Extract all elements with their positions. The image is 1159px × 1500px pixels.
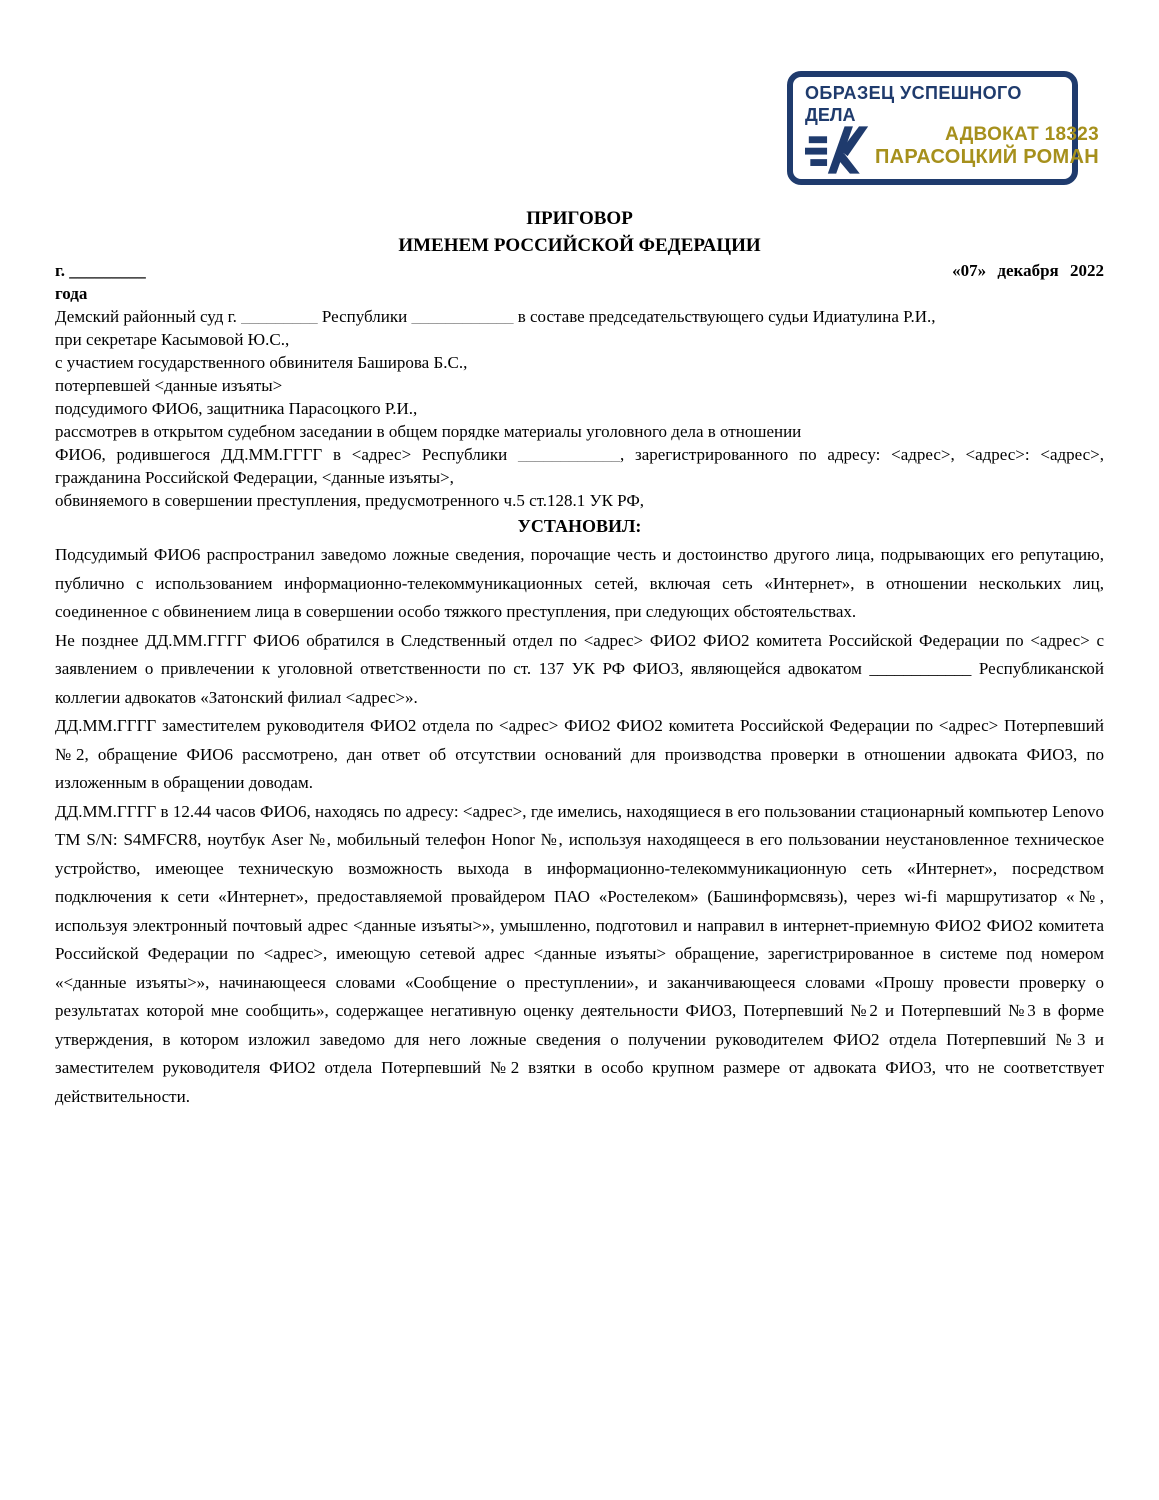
accused-details-para [55,443,1104,489]
established-heading [55,512,1104,541]
stamp-title-line2: ДЕЛА [805,105,856,125]
defendant-line [55,397,1104,420]
city-date-row [55,259,1104,282]
stamp-bottom-row [805,105,1099,176]
text-run: ФИО6, родившегося ДД.ММ.ГГГГ в <адрес> Республики [55,445,518,464]
stamp-advocate-name: ПАРАСОЦКИЙ РОМАН [875,145,1099,168]
complaint-para [55,627,1104,713]
verdict-subtitle [55,232,1104,259]
text-run: , зарегистрированного по адресу: <адрес>, <адрес>: <адрес>, гражданина Российской Федерации, <данные изъяты>, [55,445,1104,487]
text-run: УСТАНОВИЛ: [517,516,642,536]
double-k-monogram-icon [805,124,875,176]
city-blank: г. _________ [55,261,146,280]
text-run: года [55,284,88,303]
text-run: Не позднее ДД.ММ.ГГГГ ФИО6 обратился в Следственный отдел по <адрес> ФИО2 ФИО2 комитета Российской Федерации по <адрес> с заявлением о привлечении к уголовной ответственности по ст. 137 УК РФ ФИО3, являющейся адвокатом [55,630,1104,678]
text-run: ДД.ММ.ГГГГ заместителем руководителя ФИО2 отдела по <адрес> ФИО2 ФИО2 комитета Российской Федерации по <адрес> Потерпевший №2, обращение ФИО6 рассмотрено, дан ответ об отсутствии оснований для производства проверки в отношении адвоката ФИО3, по изложенным в обращении доводам. [55,716,1104,792]
text-run: рассмотрев в открытом судебном заседании в общем порядке материалы уголовного дела в отношении [55,422,802,441]
prosecutor-line [55,351,1104,374]
year-line [55,282,1104,305]
text-run: Республиканской коллегии адвокатов «Затонский филиал <адрес>». [55,659,1105,707]
text-run: потерпевшей <данные изъяты> [55,376,283,395]
text-run: Демский районный суд г. [55,307,242,326]
stamp-title-line1: ОБРАЗЕЦ УСПЕШНОГО [805,83,1022,103]
stamp-left-column [805,105,875,176]
document-body [55,205,1104,1111]
stamp-advocate-block [875,124,1099,168]
charge-line [55,489,1104,512]
text-run: Подсудимый ФИО6 распространил заведомо ложные сведения, порочащие честь и достоинство другого лица, подрывающих его репутацию, публично с использованием информационно-телекоммуникационных сетей, включая сеть «Интернет», в отношении нескольких лиц, соединенное с обвинением лица в совершении особо тяжкого преступления, при следующих обстоятельствах. [55,545,1104,621]
text-run: обвиняемого в совершении преступления, предусмотренного ч.5 ст.128.1 УК РФ, [55,491,645,510]
text-run: подсудимого ФИО6, защитника Парасоцкого Р.И., [55,399,418,418]
hearing-line [55,420,1104,443]
offense-details-para [55,798,1104,1112]
text-run: ____________ [411,307,514,326]
text-run: _________ [241,307,318,326]
text-run: ИМЕНЕМ РОССИЙСКОЙ ФЕДЕРАЦИИ [398,235,761,256]
text-run: с участием государственного обвинителя Баширова Б.С., [55,353,468,372]
success-case-stamp [787,71,1099,185]
offense-summary-para [55,541,1104,627]
response-para [55,712,1104,798]
victim-line [55,374,1104,397]
text-run: при секретаре Касымовой Ю.С., [55,330,290,349]
text-run: Республики [317,307,412,326]
text-run: ____________ [869,659,972,678]
court-intro-line [55,305,1104,328]
text-run: ПРИГОВОР [526,208,633,229]
text-run: в составе председательствующего судьи Идиатулина Р.И., [513,307,936,326]
stamp-advocate-number: АДВОКАТ 18323 [944,124,1099,146]
verdict-title [55,205,1104,232]
secretary-line [55,328,1104,351]
verdict-date: «07» декабря 2022 [952,261,1104,280]
text-run: ДД.ММ.ГГГГ в 12.44 часов ФИО6, находясь по адресу: <адрес>, где имелись, находящиеся в его пользовании стационарный компьютер Lenovo TM S/N: S4MFCR8, ноутбук Aser №, мобильный телефон Honor №, используя находящееся в его пользовании неустановленное техническое устройство, имеющее техническую возможность выхода в информационно-телекоммуникационную сеть «Интернет», посредством подключения к сети «Интернет», предоставляемой провайдером ПАО «Ростелеком» (Башинформсвязь), через wi-fi маршрутизатор «№, используя электронный почтовый адрес <данные изъяты>», умышленно, подготовил и направил в интернет-приемную ФИО2 ФИО2 комитета Российской Федерации по <адрес>, имеющую сетевой адрес <данные изъяты> обращение, зарегистрированное в системе под номером «<данные изъяты>», начинающееся словами «Сообщение о преступлении», и заканчивающееся словами «Прошу провести проверку о результатах которой мне сообщить», содержащее негативную оценку деятельности ФИО3, Потерпевший №2 и Потерпевший №3 в форме утверждения, в котором изложил заведомо для него ложные сведения о получении руководителем ФИО2 отдела Потерпевший №3 и заместителем руководителя ФИО2 отдела Потерпевший №2 взятки в особо крупном размере от адвоката ФИО3, что не соответствует действительности. [55,801,1104,1106]
text-run: ____________ [517,445,620,464]
